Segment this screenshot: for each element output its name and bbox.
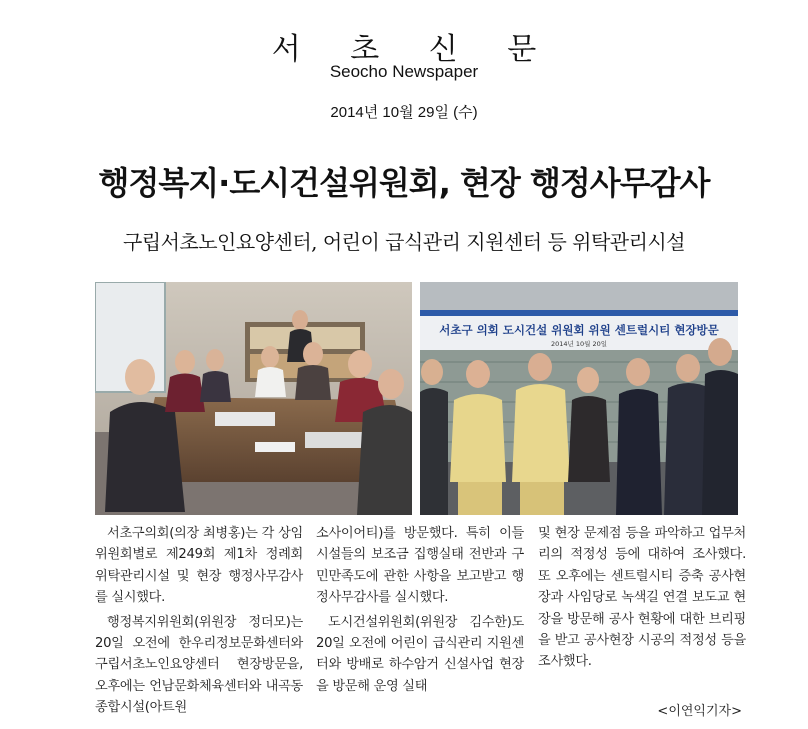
article-paragraph: 서초구의회(의장 최병홍)는 각 상임위원회별로 제249회 제1차 정례회 위탁관리시설 및 현장 행정사무감사를 실시했다. [95, 526, 303, 606]
photo-site-visit-group [420, 282, 738, 515]
article-paragraph: 및 현장 문제점 등을 파악하고 업무처리의 적정성 등에 대하여 조사했다. 또 오후에는 센트럴시티 증축 공사현장과 사임당로 녹색길 연결 보도교 현장을 방문해 공사 현황에 대한 브리핑을 받고 공사현장 시공의 적정성 등을 조사했다. [538, 526, 746, 670]
article-headline: 행정복지·도시건설위원회, 현장 행정사무감사 [98, 164, 710, 202]
article-byline: <이연익기자> [657, 704, 742, 719]
article-paragraph: 소사이어티)를 방문했다. 특히 이들 시설들의 보조금 집행실태 전반과 구민만족도에 관한 사항을 보고받고 행정사무감사를 실시했다. [316, 526, 524, 606]
masthead-title-english: Seocho Newspaper [329, 62, 479, 81]
issue-date: 2014년 10월 29일 (수) [330, 104, 478, 121]
banner-date: 2014년 10월 20일 [550, 340, 608, 348]
article-paragraph: 행정복지위원회(위원장 정더모)는 20일 오전에 한우리정보문화센터와 구립서초노인요양센터 현장방문을, 오후에는 언남문화체육센터와 내곡동 종합시설(아트원 [95, 614, 303, 716]
banner-title: 서초구 의회 도시건설 위원회 위원 센트럴시티 현장방문 [439, 323, 719, 337]
article-column-3 [538, 523, 746, 673]
photo-meeting-room [95, 282, 412, 515]
article-paragraph: 도시건설위원회(위원장 김수한)도 20일 오전에 어린이 급식관리 지원센터와 방배로 하수암거 신설사업 현장을 방문해 운영 실태 [316, 614, 524, 694]
article-column-2 [316, 523, 524, 697]
masthead-title-korean: 서 초 신 문 [271, 32, 557, 67]
article-subheadline: 구립서초노인요양센터, 어린이 급식관리 지원센터 등 위탁관리시설 [122, 230, 686, 254]
article-column-1 [95, 523, 303, 719]
